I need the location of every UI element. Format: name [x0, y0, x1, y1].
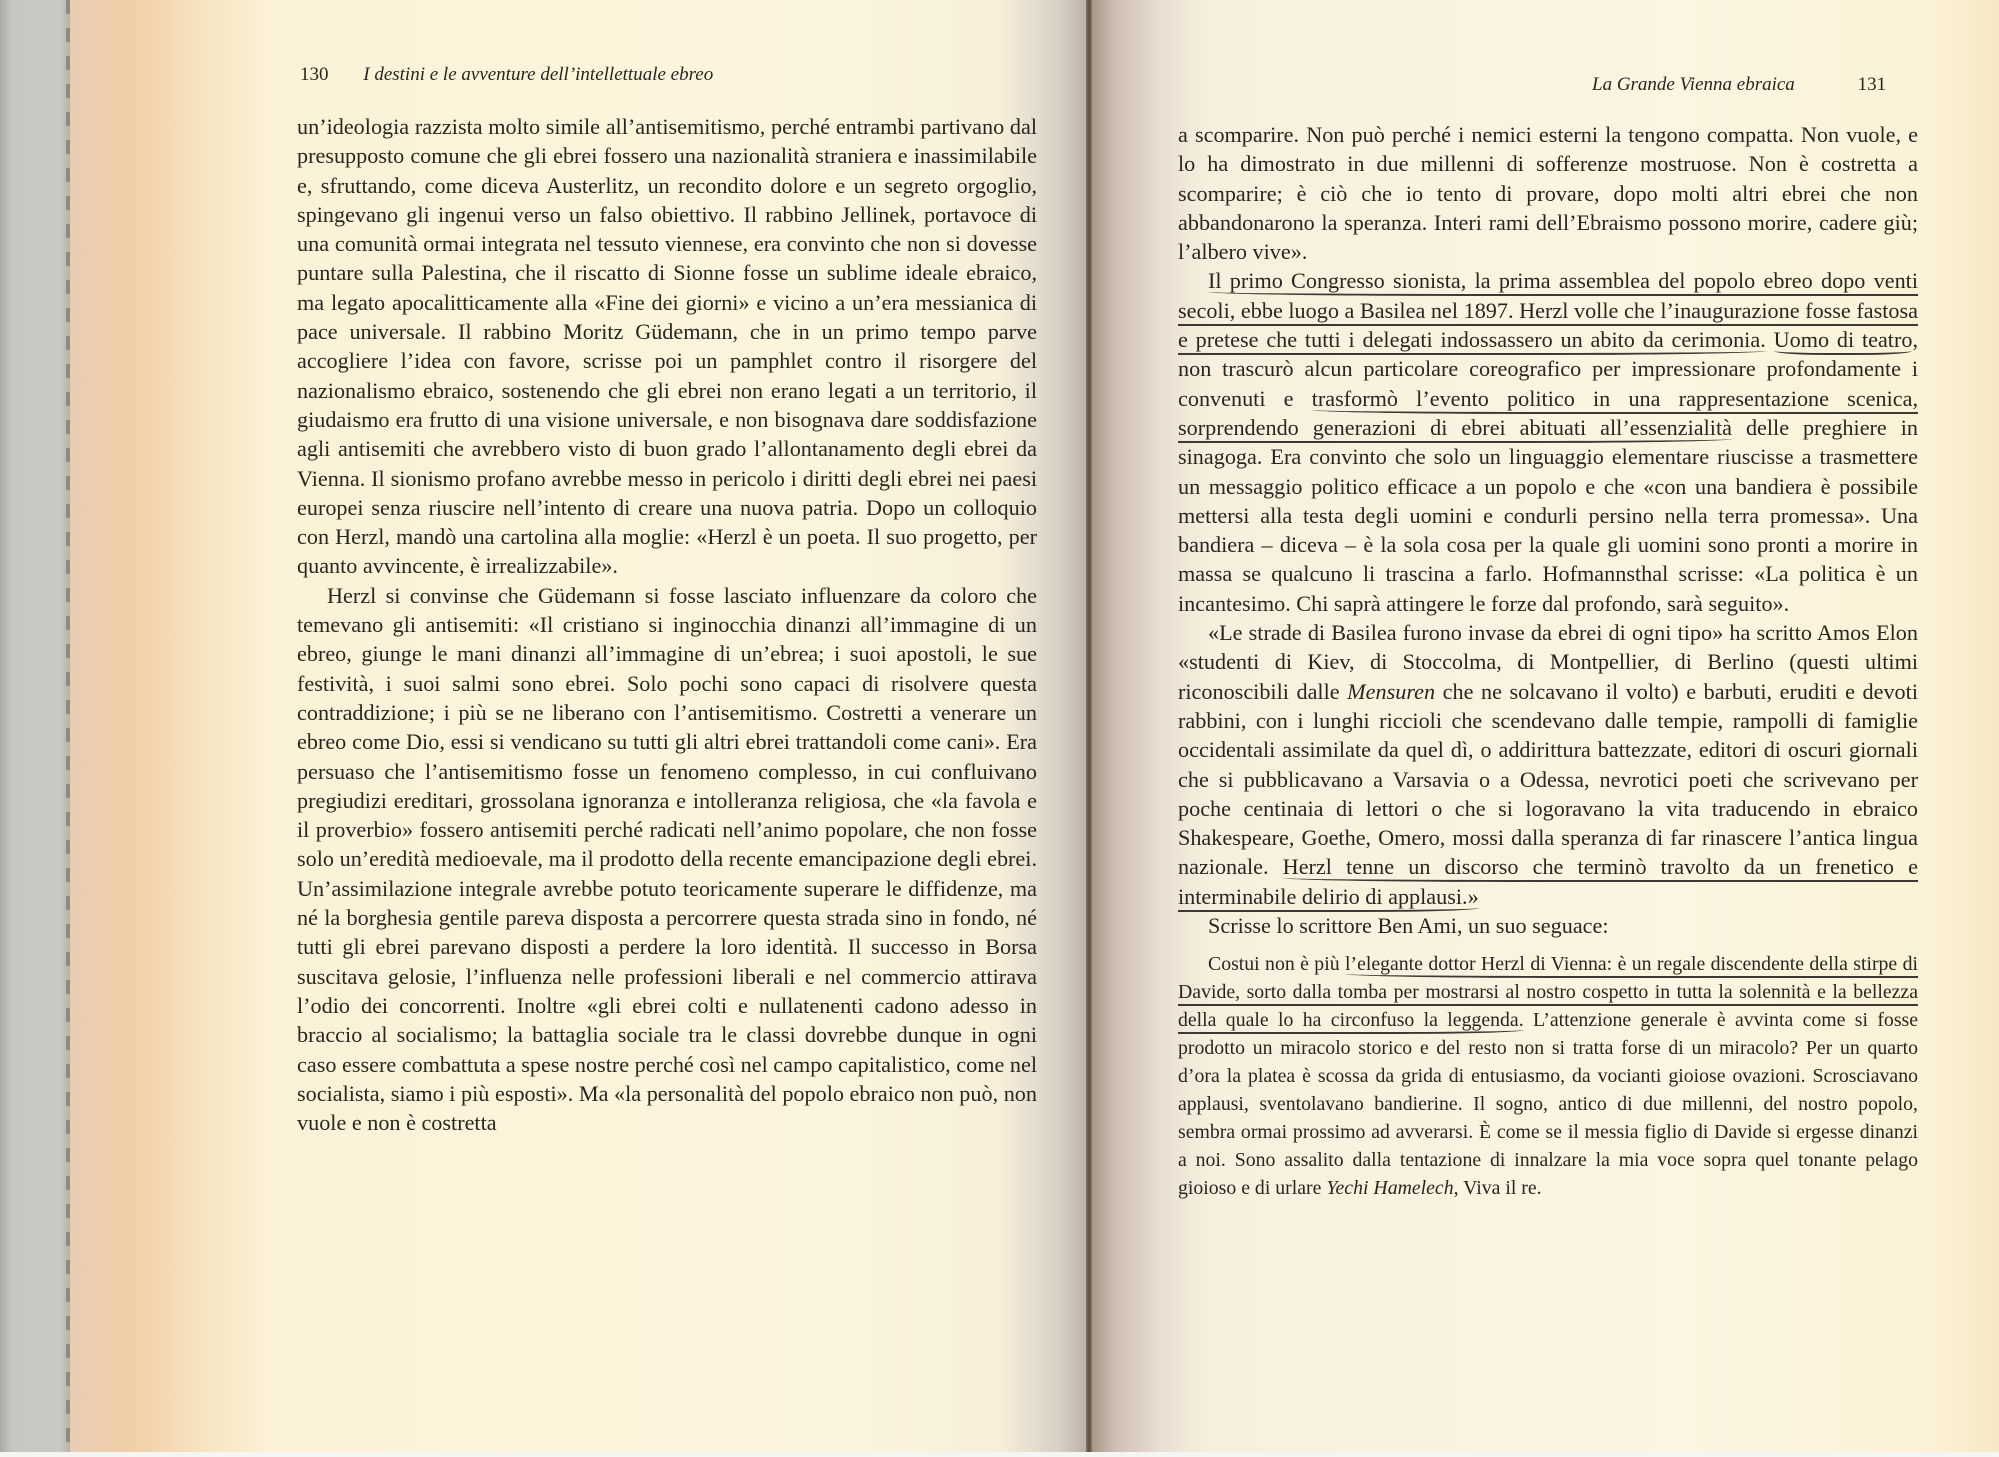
text-span: , non trascurò alcun particolare coreografico per impressionare profondamente i convenuti e — [1178, 327, 1919, 411]
text-span: L’attenzione generale è avvinta come si fosse prodotto un miracolo storico e del resto non si tratta forse di un miracolo? Per un quarto d’ora la platea è scossa da grida di entusiasmo, da vocianti gioiose ovazioni. Scrosciavano applausi, sventolavano bandierine. Il sogno, antico di due millenni, del nostro popolo, sembra ormai prossimo ad avverarsi. È come se il messia figlio di Davide si ergesse dinanzi a noi. Sono assalito dalla tentazione di innalzare la mia voce sopra quel tonante pelago gioioso e di urlare — [1178, 1009, 1918, 1200]
running-head-right: La Grande Vienna ebraica — [1592, 74, 1795, 95]
pen-underlined-text: Il primo Congresso sionista, la prima assemblea del popolo ebreo dopo venti secoli, ebbe luogo a Basilea nel 1897. Herzl volle che l’inaugurazione fosse fastosa e pretese che tutti i delegati indossassero un abito da cerimonia. — [1178, 268, 1918, 355]
pen-underlined-text: Uomo di teatro — [1774, 327, 1913, 355]
text-span: Costui non è più — [1208, 953, 1345, 976]
running-head-left: I destini e le avventure dell’intellettuale ebreo — [363, 64, 714, 85]
right-page-body — [1178, 120, 1918, 1202]
paragraph-congresso — [1178, 266, 1918, 618]
left-page-body — [297, 112, 1037, 1137]
paragraph: Herzl si convinse che Güdemann si fosse lasciato influenzare da coloro che temevano gli antisemiti: «Il cristiano si inginocchia dinanzi all’immagine di un ebreo, giunge le mani dinanzi all’immagine di un’ebrea; i suoi apostoli, le sue festività, i suoi salmi sono ebrei. Solo pochi sono capaci di risolvere questa contraddizione; i più se ne liberano con l’antisemitismo. Costretti a venerare un ebreo come Dio, essi si vendicano su tutti gli altri ebrei trattandoli come cani». Era persuaso che l’antisemitismo fosse un fenomeno complesso, in cui confluivano pregiudizi ereditari, grossolana ignoranza e intolleranza religiosa, che «la favola e il proverbio» fossero antisemiti perché radicati nell’animo popolare, che non fosse solo un’eredità medioevale, ma il prodotto della recente emancipazione degli ebrei. Un’assimilazione integrale avrebbe potuto teoricamente superare le diffidenze, ma né la borghesia gentile pareva disposta a percorrere questa strada sino in fondo, né tutti gli ebrei parevano disposti a perdere la loro identità. Il successo in Borsa suscitava gelosie, l’influenza nelle professioni liberali e nel commercio attirava l’odio dei concorrenti. Inoltre «gli ebrei colti e nullatenenti cadono adesso in braccio al socialismo; la battaglia sociale tra le classi dovrebbe dunque in ogni caso essere combattuta a spese nostre perché così nel campo capitalistico, come nel socialista, siamo i più esposti». Ma «la personalità del popolo ebraico non può, non vuole e non è costretta — [297, 582, 1037, 1136]
text-span — [1766, 327, 1774, 352]
scanner-bed-edge — [0, 0, 70, 1457]
page-number-left: 130 — [300, 64, 329, 85]
page-number-right: 131 — [1857, 74, 1887, 95]
italic-term: Mensuren — [1347, 678, 1436, 704]
pen-underlined-text: Herzl tenne un discorso che terminò travolto da un frenetico e interminabile delirio di applausi.» — [1178, 854, 1918, 911]
text-span: «Le strade di Basilea furono invase da ebrei di ogni tipo» ha scritto Amos Elon «studenti di Kiev, di Stoccolma, di Montpellier, di Berlino (questi ultimi riconoscibili dalle — [1178, 620, 1918, 704]
paragraph-ben-ami: Scrisse lo scrittore Ben Ami, un suo seguace: — [1208, 913, 1609, 939]
paragraph: a scomparire. Non può perché i nemici esterni la tengono compatta. Non vuole, e lo ha dimostrato in due millenni di sofferenze mostruose. Non è costretta a scomparire; è ciò che io tento di provare, dopo molti altri ebrei che non abbandonarono la speranza. Interi rami dell’Ebraismo possono morire, cadere giù; l’albero vive». — [1178, 122, 1918, 265]
left-page-header — [300, 64, 713, 86]
right-page-header — [1592, 74, 1886, 96]
block-quote — [1178, 950, 1918, 1202]
book-gutter — [1086, 0, 1092, 1452]
paragraph: un’ideologia razzista molto simile all’antisemitismo, perché entrambi partivano dal presupposto comune che gli ebrei fossero una nazionalità straniera e inassimilabile e, sfruttando, come diceva Austerlitz, un recondito dolore e un segreto orgoglio, spingevano gli ingenui verso un falso obiettivo. Il rabbino Jellinek, portavoce di una comunità ormai integrata nel tessuto viennese, era convinto che non si dovesse puntare sulla Palestina, che il riscatto di Sionne fosse un sublime ideale ebraico, ma legato apocalitticamente alla «Fine dei giorni» e vicino a un’era messianica di pace universale. Il rabbino Moritz Güdemann, che in un primo tempo parve accogliere l’idea con favore, scrisse poi un pamphlet contro il risorgere del nazionalismo ebraico, sostenendo che gli ebrei non erano legati a un territorio, il giudaismo era frutto di una visione universale, e non bisognava dare soddisfazione agli antisemiti che avrebbero visto di buon grado l’allontanamento degli ebrei da Vienna. Il sionismo profano avrebbe messo in pericolo i diritti degli ebrei nei paesi europei senza riuscire nell’intento di creare una nuova patria. Dopo un colloquio con Herzl, mandò una cartolina alla moglie: «Herzl è un poeta. Il suo progetto, per quanto avvincente, è irrealizzabile». — [297, 114, 1037, 579]
paragraph-basilea — [1178, 618, 1918, 911]
scan-bottom-margin — [0, 1452, 1999, 1457]
pen-underlined-text: trasformò l’evento politico in una rappresentazione scenica, sorprendendo generazioni di ebrei abituati all’essenzialità — [1178, 386, 1918, 443]
text-span: , Viva il re. — [1453, 1177, 1542, 1200]
italic-term: Yechi Hamelech — [1326, 1177, 1454, 1200]
text-span: delle preghiere in sinagoga. Era convinto che solo un linguaggio elementare riuscisse a trasmettere un messaggio politico efficace a un popolo e che «con una bandiera è possibile mettersi alla testa degli uomini e condurli persino nella terra promessa». Una bandiera – diceva – è la sola cosa per la quale gli uomini sono pronti a morire in massa se qualcuno li trascina a farlo. Hofmannsthal scrisse: «La politica è un incantesimo. Chi saprà attingere le forze dal profondo, sarà seguito». — [1178, 414, 1918, 616]
pen-underlined-text: l’elegante dottor Herzl di Vienna: è un regale discendente della stirpe di Davide, sorto dalla tomba per mostrarsi al nostro cospetto in tutta la solennità e la bellezza della quale lo ha circonfuso la leggenda. — [1178, 953, 1918, 1034]
text-span: che ne solcavano il volto) e barbuti, eruditi e devoti rabbini, con i lunghi riccioli che scendevano dalle tempie, rampolli di famiglie occidentali assimilate da quel dì, o addirittura battezzate, editori di oscuri giornali che si pubblicavano a Varsavia o a Odessa, nevrotici poeti che scrivevano per poche centinaia di lettori o che si logoravano la vita traducendo in ebraico Shakespeare, Goethe, Omero, mossi dalla speranza di far rinascere l’antica lingua nazionale. — [1178, 678, 1918, 880]
